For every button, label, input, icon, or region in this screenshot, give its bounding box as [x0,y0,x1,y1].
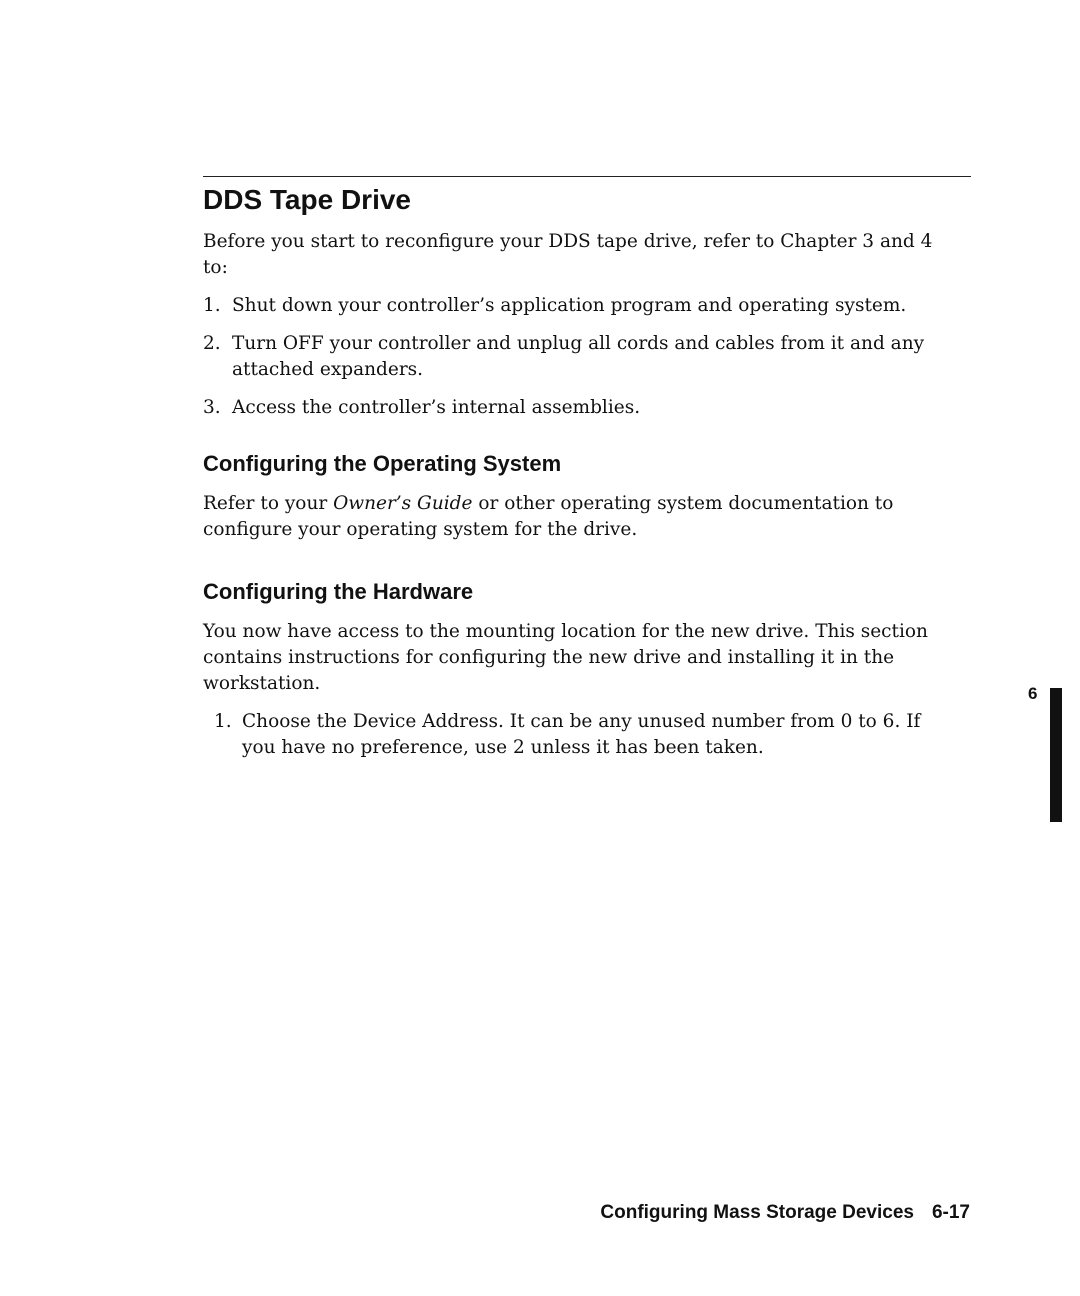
intro-paragraph: Before you start to reconfigure your DDS tape drive, refer to Chapter 3 and 4 to: [203,231,933,278]
chapter-tab-marker [1050,688,1062,822]
owners-guide-title: Owner’s Guide [333,493,473,514]
list-item [203,293,963,319]
os-config-text-before: Refer to your [203,493,334,514]
list-item-number: 2. [203,333,221,354]
page-footer [600,1201,970,1225]
list-item-number: 1. [214,711,232,732]
hw-config-paragraph: You now have access to the mounting location for the new drive. This section contains instructions for configuring the new drive and installing it in the workstation. [203,621,928,694]
section-title: DDS Tape Drive [203,184,411,215]
hw-config-heading: Configuring the Hardware [203,579,474,604]
list-item-text: Shut down your controller’s application program and operating system. [232,295,907,316]
list-item-number: 3. [203,397,221,418]
list-item-number: 1. [203,295,221,316]
section-top-rule [203,176,971,177]
list-item-text: Turn OFF your controller and unplug all cords and cables from it and any attached expanders. [232,333,925,380]
os-config-paragraph [203,491,963,543]
os-config-text-after: or other operating system documentation to configure your operating system for the drive. [203,493,894,540]
list-item-text: Choose the Device Address. It can be any unused number from 0 to 6. If you have no preference, use 2 unless it has been taken. [242,711,921,758]
list-item-text: Access the controller’s internal assemblies. [232,397,641,418]
footer-chapter-title: Configuring Mass Storage Devices [600,1202,914,1223]
list-item [203,331,963,383]
chapter-tab-number: 6 [1028,684,1038,703]
os-config-heading: Configuring the Operating System [203,451,562,476]
footer-page-number: 6-17 [931,1202,970,1223]
list-item [203,395,963,421]
list-item [214,709,959,761]
